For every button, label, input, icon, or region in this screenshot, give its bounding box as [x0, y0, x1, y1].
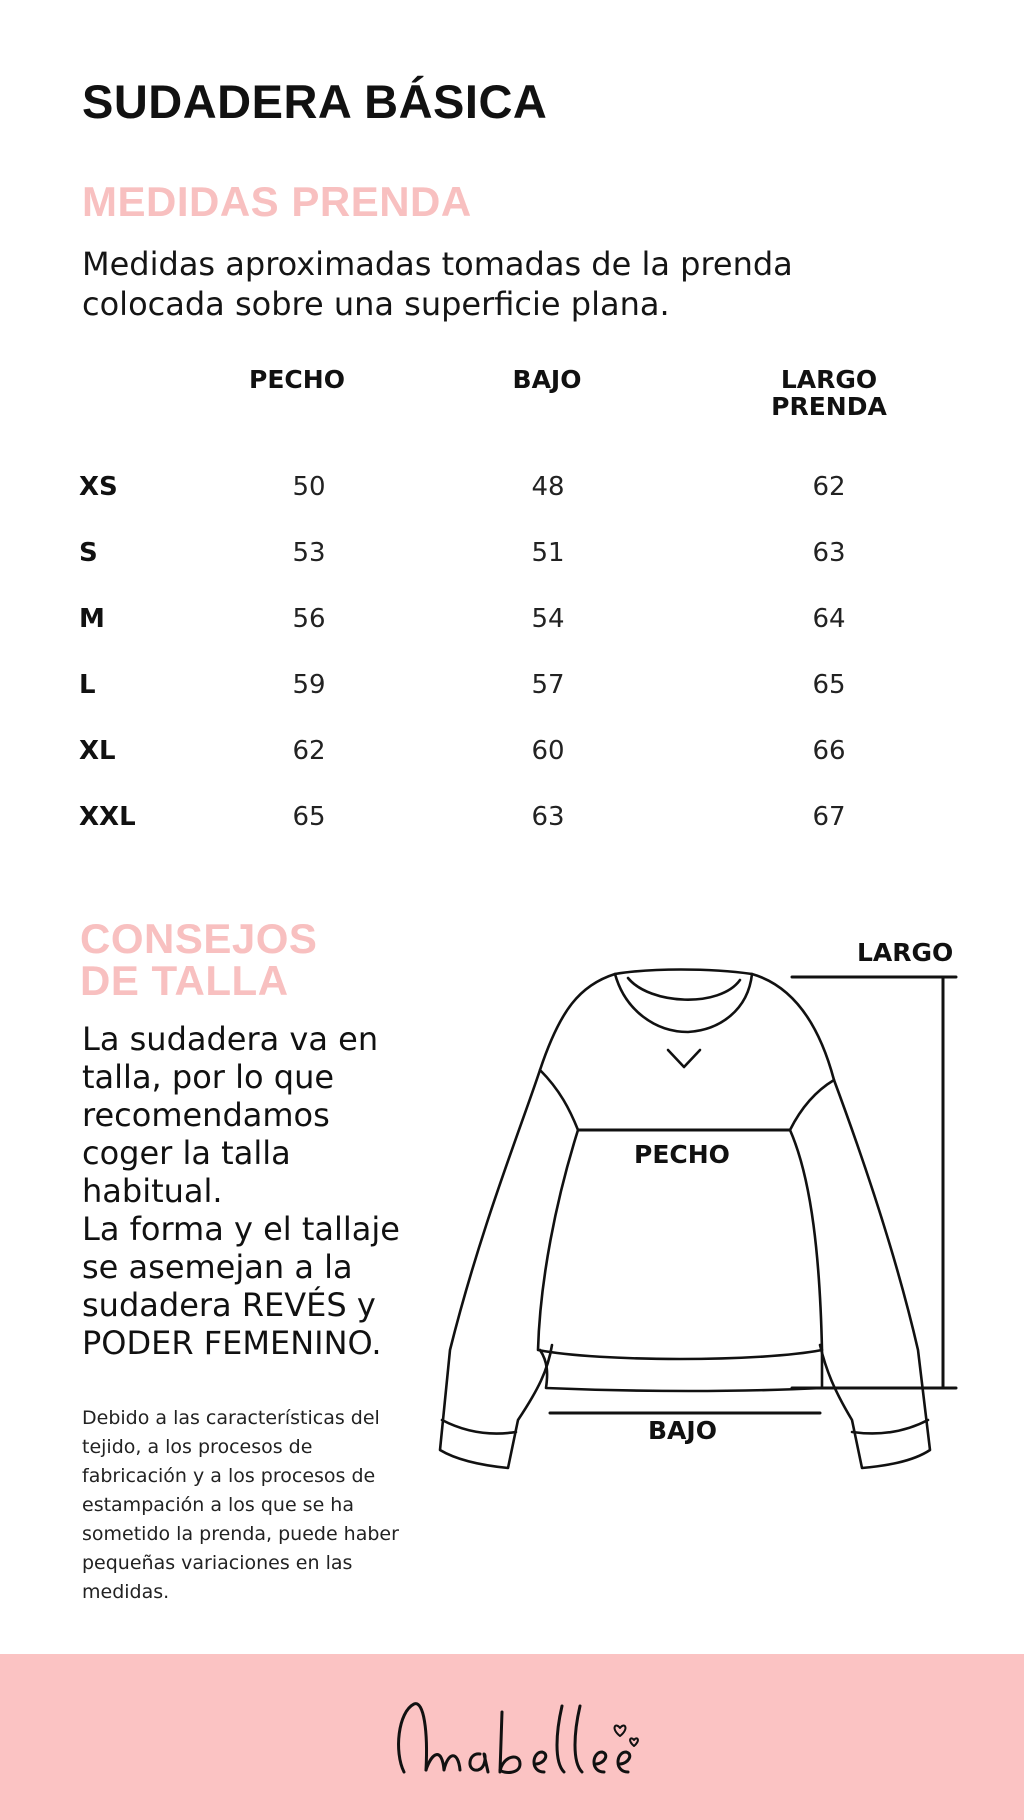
size-label: XL: [79, 736, 116, 766]
value-largo: 67: [812, 802, 846, 832]
value-largo: 66: [812, 736, 846, 766]
column-header-pecho: PECHO: [249, 365, 345, 394]
value-bajo: 60: [531, 736, 565, 766]
sweatshirt-diagram: [430, 960, 970, 1480]
measures-intro: Medidas aproximadas tomadas de la prenda colocada sobre una superficie plana.: [82, 245, 793, 323]
brand-logo: [384, 1692, 644, 1792]
value-pecho: 56: [292, 604, 326, 634]
pecho-label: PECHO: [634, 1140, 730, 1169]
value-largo: 62: [812, 472, 846, 502]
collar-inner: [628, 978, 740, 1000]
largo-label: LARGO: [857, 938, 954, 967]
size-label: L: [79, 670, 96, 700]
advice-line: coger la talla: [82, 1134, 291, 1172]
value-bajo: 48: [531, 472, 565, 502]
value-bajo: 54: [531, 604, 565, 634]
advice-line: La forma y el tallaje: [82, 1210, 400, 1248]
footer: [0, 1654, 1024, 1820]
right-sleeve: [820, 1080, 930, 1468]
bajo-label: BAJO: [648, 1416, 717, 1445]
advice-heading: CONSEJOS DE TALLA: [80, 915, 318, 1004]
measures-heading: MEDIDAS PRENDA: [82, 178, 472, 225]
value-largo: 65: [812, 670, 846, 700]
value-bajo: 63: [531, 802, 565, 832]
advice-line: PODER FEMENINO.: [82, 1324, 382, 1362]
advice-line: talla, por lo que: [82, 1058, 335, 1096]
page-title: SUDADERA BÁSICA: [82, 75, 548, 128]
advice-line: recomendamos: [82, 1096, 330, 1134]
advice-text: [82, 1020, 422, 1362]
left-cuff: [442, 1420, 516, 1434]
value-largo: 63: [812, 538, 846, 568]
value-pecho: 62: [292, 736, 326, 766]
value-pecho: 53: [292, 538, 326, 568]
value-pecho: 59: [292, 670, 326, 700]
left-sleeve: [440, 1070, 552, 1468]
advice-line: habitual.: [82, 1172, 223, 1210]
size-label: XS: [79, 472, 118, 502]
disclaimer-note: Debido a las características del tejido, a los procesos de fabricación y a los procesos de estampación a los que se ha sometido la prenda, puede haber pequeñas variaciones en las medidas.: [82, 1407, 399, 1603]
value-bajo: 51: [531, 538, 565, 568]
value-pecho: 65: [292, 802, 326, 832]
size-label: XXL: [79, 802, 136, 832]
right-cuff: [852, 1420, 928, 1434]
advice-line: sudadera REVÉS y: [82, 1286, 376, 1324]
value-largo: 64: [812, 604, 846, 634]
size-label: M: [79, 604, 105, 634]
collar-v-stitch: [668, 1050, 700, 1067]
value-bajo: 57: [531, 670, 565, 700]
advice-line: se asemejan a la: [82, 1248, 353, 1286]
column-header-bajo: BAJO: [512, 365, 582, 394]
value-pecho: 50: [292, 472, 326, 502]
size-label: S: [79, 538, 98, 568]
column-header-largo-prenda: LARGO PRENDA: [771, 365, 887, 421]
advice-line: La sudadera va en: [82, 1020, 379, 1058]
